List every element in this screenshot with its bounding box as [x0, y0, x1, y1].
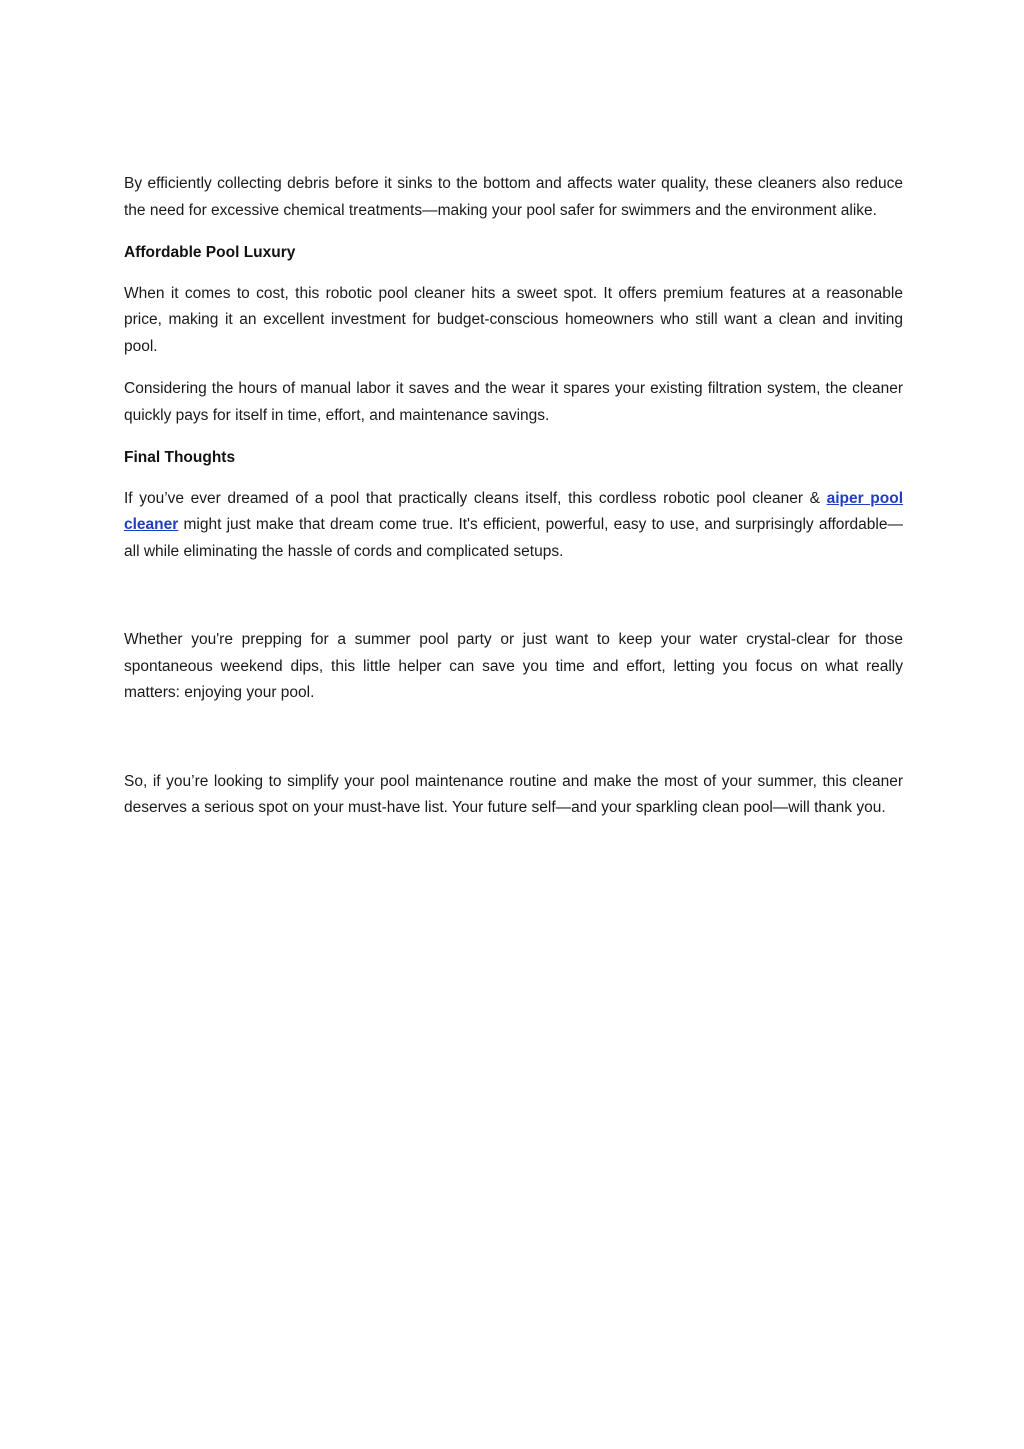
- affordable-paragraph-1: When it comes to cost, this robotic pool cleaner hits a sweet spot. It offers premium features at a reasonable price, making it an excellent investment for budget-conscious homeowners who still want a clean and inviting pool.: [124, 284, 903, 355]
- aiper-pool-cleaner-link[interactable]: aiper pool cleaner: [124, 489, 903, 533]
- heading-final-thoughts: Final Thoughts: [124, 449, 236, 466]
- final-paragraph-2: Whether you're prepping for a summer pool party or just want to keep your water crystal-clear for those spontaneous weekend dips, this little helper can save you time and effort, letting you focus on what really matters: enjoying your pool.: [124, 631, 903, 701]
- final-paragraph-1: [124, 486, 903, 566]
- intro-paragraph: By efficiently collecting debris before it sinks to the bottom and affects water quality, these cleaners also reduce the need for excessive chemical treatments—making your pool safer for swimmers and the environment alike.: [124, 175, 903, 219]
- document-body: [124, 171, 903, 838]
- final-paragraph-1-end: might just make that dream come true. It's efficient, powerful, easy to use, and surprisingly affordable—all while eliminating the hassle of cords and complicated setups.: [124, 516, 903, 560]
- paragraph-spacer: [124, 581, 903, 627]
- final-paragraph-1-start: If you’ve ever dreamed of a pool that practically cleans itself, this cordless robotic pool cleaner &: [124, 489, 827, 507]
- final-paragraph-3: So, if you’re looking to simplify your pool maintenance routine and make the most of your summer, this cleaner deserves a serious spot on your must-have list. Your future self—and your sparkling clean pool—will thank you.: [124, 772, 903, 816]
- heading-affordable-pool-luxury: Affordable Pool Luxury: [124, 244, 296, 261]
- affordable-paragraph-2: Considering the hours of manual labor it saves and the wear it spares your existing filtration system, the cleaner quickly pays for itself in time, effort, and maintenance savings.: [124, 380, 903, 424]
- paragraph-spacer: [124, 723, 903, 769]
